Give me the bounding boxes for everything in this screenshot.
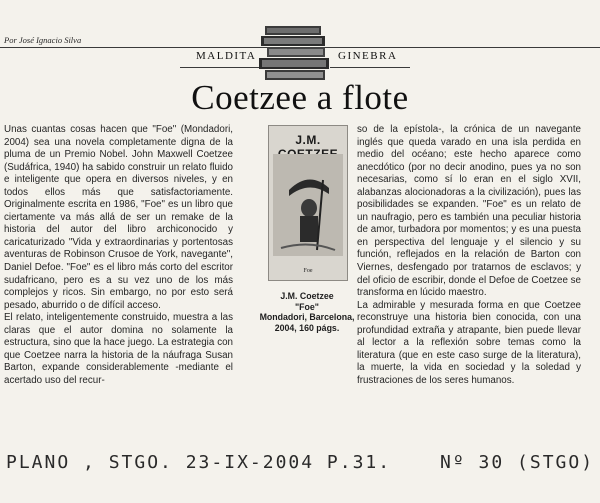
paragraph: El relato, inteligentemente construido, muestra a las claras que el autor domina no solamente la estructura, sino que la hace juego. La estrategia con que Coetzee narra la historia de la náufraga Susan Barton, expande considerablemente -mediante el acertado uso del recur- xyxy=(4,312,233,386)
section-label-left: MALDITA xyxy=(196,50,257,62)
cover-title: Foe xyxy=(303,268,313,274)
handwritten-source-note: PLANO , STGO. 23-IX-2004 P.31. xyxy=(6,452,392,473)
paragraph: so de la epístola-, la crónica de un navegante inglés que queda varado en una isla perdida en medio del océano; este hecho aparece como anecdótico (por no decir anodino, pues ya no son necesarias, como sí lo eran en el siglo XVII, alabanzas alocionadoras a la civilización), pues las posibilidades se expanden. "Foe" es un relato de un naufragio, pero es también una peculiar historia de amor, turbadora por momentos; y es una puesta en perspectiva del lenguaje y el silencio y su función, reflejados en la relación de Barton con Viernes, desfengado por tratarnos de esclavos; y del oficio de escribir, donde el Defoe de Coetzee se transforma en lúcido maestro. xyxy=(357,124,581,299)
stacked-books-icon xyxy=(257,22,335,84)
handwritten-number-note: Nº 30 (STGO) xyxy=(440,452,595,473)
caption-author: J.M. Coetzee xyxy=(280,291,334,301)
right-column xyxy=(357,124,581,387)
paragraph: Unas cuantas cosas hacen que "Foe" (Mondadori, 2004) sea una novela completamente digna de la pluma de un Premio Nobel. John Maxwell Coetzee (Sudáfrica, 1940) ha sabido construir un relato fluido e inteligente que opera en diversos niveles, y en todos ellos más que satisfactoriamente. Originalmente escrita en 1986, "Foe" es un libro que ciertamente va más allá de ser un remake de la historia del autor del libro archiconocido y caricaturizado "Vida y extraordinarias y portentosas aventuras de Robinson Crusoe de York, navegante", Daniel Defoe. "Foe" es el libro más corto del escritor sudafricano, pero es a su vez uno de los más complejos y ricos. Sin embargo, no por esto será pesado, aburrido o de difícil acceso. xyxy=(4,124,233,311)
section-label-right: GINEBRA xyxy=(338,50,398,62)
book-caption xyxy=(247,291,367,333)
caption-publisher: Mondadori, Barcelona, xyxy=(259,312,355,323)
section-rule-right xyxy=(330,67,410,68)
caption-year-pages: 2004, 160 págs. xyxy=(274,322,340,333)
paragraph: La admirable y mesurada forma en que Coetzee reconstruye una historia bien conocida, con una profundidad extraña y atrapante, bien puede llevar al lector a la reflexión sobre temas como la literatura (que en este caso surge de la literatura), la muerte, la vida en sociedad y la soledad y frustraciones de los seres humanos. xyxy=(357,299,581,386)
left-column xyxy=(4,124,233,387)
cover-author: J.M. xyxy=(295,133,321,147)
caption-title: "Foe" xyxy=(295,301,319,312)
cover-illustration xyxy=(269,150,347,260)
article-title: Coetzee a flote xyxy=(191,78,409,117)
byline: Por José Ignacio Silva xyxy=(4,35,82,45)
book-cover xyxy=(268,125,348,281)
